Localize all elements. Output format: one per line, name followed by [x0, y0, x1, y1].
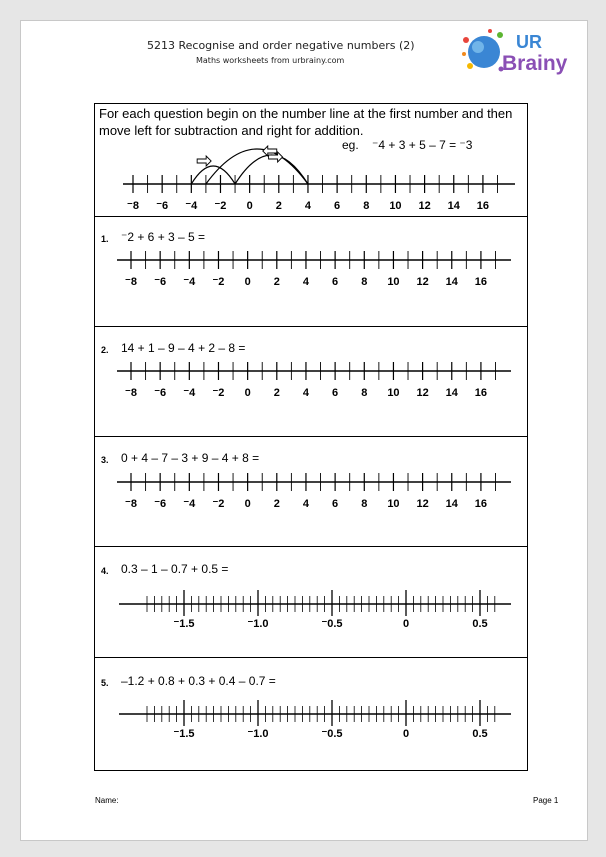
example-section: [95, 104, 527, 217]
tick-label: ⁻2: [212, 387, 225, 399]
logo-text-bottom: Brainy: [502, 52, 568, 75]
tick-label: 4: [304, 200, 312, 212]
page-number: Page 1: [533, 796, 559, 805]
tick-label: 8: [363, 200, 370, 212]
tick-label: ⁻2: [212, 276, 225, 288]
tick-label: ⁻2: [214, 200, 227, 212]
tick-label: 14: [447, 200, 460, 212]
question-expression: –1.2 + 0.8 + 0.3 + 0.4 – 0.7 =: [121, 674, 276, 688]
tick-label: 16: [476, 200, 490, 212]
jump-arc: [206, 149, 308, 184]
tick-label: ⁻6: [154, 276, 167, 288]
question-number: 2.: [101, 345, 109, 355]
question-expression: 0 + 4 – 7 – 3 + 9 – 4 + 8 =: [121, 451, 260, 465]
tick-label: 2: [275, 200, 282, 212]
question-3: [95, 437, 527, 547]
tick-label: ⁻6: [154, 387, 167, 399]
tick-label: 0: [244, 498, 251, 510]
tick-label: 12: [416, 498, 429, 510]
tick-label: ⁻1.5: [173, 728, 195, 740]
urbrainy-logo: [460, 26, 578, 78]
tick-label: 2: [273, 387, 280, 399]
tick-label: 10: [387, 276, 400, 288]
tick-label: ⁻8: [125, 387, 137, 399]
tick-label: 6: [332, 387, 339, 399]
tick-label: 6: [332, 498, 339, 510]
question-number: 3.: [101, 455, 109, 465]
worksheet-box: [94, 103, 528, 771]
logo-text-top: UR: [516, 32, 542, 52]
question-expression: 14 + 1 – 9 – 4 + 2 – 8 =: [121, 341, 246, 355]
tick-label: 0: [246, 200, 253, 212]
question-4: [95, 547, 527, 658]
tick-label: ⁻4: [183, 276, 196, 288]
tick-label: 0: [402, 728, 410, 740]
tick-label: ⁻1.5: [173, 618, 195, 630]
question-number: 5.: [101, 678, 109, 688]
tick-label: 0: [244, 387, 251, 399]
number-line-2: [95, 327, 527, 437]
tick-label: 16: [474, 387, 488, 399]
tick-label: 8: [361, 276, 368, 288]
logo-globe: [468, 36, 500, 68]
tick-label: 8: [361, 498, 368, 510]
number-line-3: [95, 437, 527, 547]
tick-label: ⁻2: [212, 498, 225, 510]
tick-label: 4: [302, 276, 310, 288]
tick-label: 0: [244, 276, 251, 288]
tick-label: 6: [334, 200, 341, 212]
question-expression: ⁻2 + 6 + 3 – 5 =: [121, 230, 206, 244]
tick-label: ⁻4: [183, 498, 196, 510]
question-1: [95, 217, 527, 327]
eg-label: eg.: [342, 138, 359, 152]
tick-label: ⁻8: [125, 276, 137, 288]
tick-label: ⁻4: [185, 200, 198, 212]
tick-label: 10: [387, 387, 400, 399]
jump-arrow: [197, 156, 211, 166]
tick-label: 12: [416, 276, 429, 288]
tick-label: 14: [445, 498, 458, 510]
tick-label: ⁻8: [125, 498, 137, 510]
number-line-4: [95, 547, 527, 658]
tick-label: 14: [445, 387, 458, 399]
tick-label: 10: [389, 200, 402, 212]
eg-expression: ⁻4 + 3 + 5 – 7 = ⁻3: [372, 138, 473, 152]
tick-label: 0: [402, 618, 410, 630]
tick-label: ⁻4: [183, 387, 196, 399]
tick-label: ⁻6: [154, 498, 167, 510]
tick-label: 0.5: [472, 618, 488, 630]
tick-label: 6: [332, 276, 339, 288]
tick-label: 8: [361, 387, 368, 399]
tick-label: 14: [445, 276, 458, 288]
question-number: 4.: [101, 566, 109, 576]
example-number-line: [95, 104, 527, 217]
worksheet-title: 5213 Recognise and order negative numbers (2): [147, 39, 415, 52]
tick-label: 4: [302, 498, 310, 510]
tick-label: 4: [302, 387, 310, 399]
tick-label: 2: [273, 498, 280, 510]
question-number: 1.: [101, 234, 109, 244]
number-line-1: [95, 217, 527, 327]
tick-label: ⁻0.5: [321, 618, 343, 630]
tick-label: ⁻1.0: [247, 618, 269, 630]
tick-label: 12: [416, 387, 429, 399]
question-expression: 0.3 – 1 – 0.7 + 0.5 =: [121, 562, 229, 576]
tick-label: 0.5: [472, 728, 488, 740]
name-label: Name:: [95, 796, 119, 805]
tick-label: 10: [387, 498, 400, 510]
tick-label: 16: [474, 276, 488, 288]
instructions: For each question begin on the number line at the first number and then move left for subtraction and right for addition.: [99, 106, 513, 138]
tick-label: ⁻6: [156, 200, 169, 212]
worksheet-subtitle: Maths worksheets from urbrainy.com: [196, 56, 345, 65]
tick-label: ⁻8: [127, 200, 139, 212]
question-2: [95, 327, 527, 437]
tick-label: ⁻1.0: [247, 728, 269, 740]
tick-label: ⁻0.5: [321, 728, 343, 740]
tick-label: 2: [273, 276, 280, 288]
question-5: [95, 658, 527, 770]
number-line-5: [95, 658, 527, 770]
tick-label: 16: [474, 498, 488, 510]
tick-label: 12: [418, 200, 431, 212]
